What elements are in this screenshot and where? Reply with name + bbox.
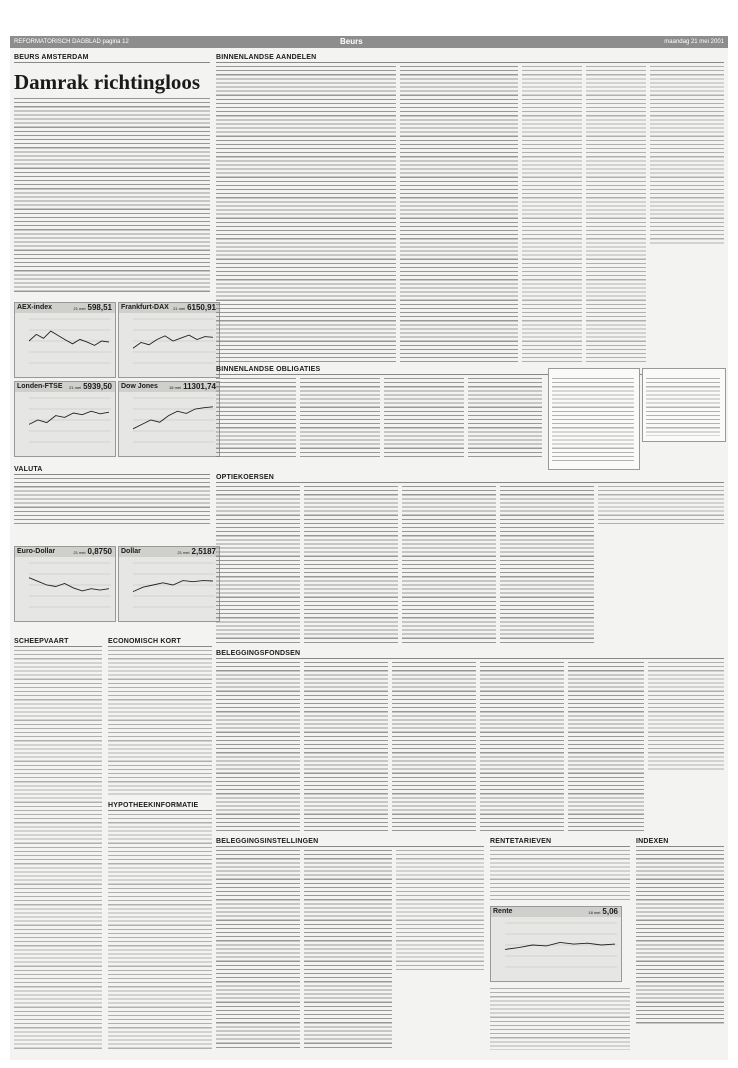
chart-plot	[119, 394, 219, 446]
section-economisch-kort: ECONOMISCH KORT	[108, 638, 212, 647]
chart-header	[119, 303, 219, 313]
chart-header	[15, 382, 115, 392]
chart-plot	[491, 919, 621, 971]
valuta-text-block	[14, 478, 210, 526]
chart-value: 21 mei 598,51	[73, 303, 112, 312]
chart-title: Dollar	[121, 548, 141, 555]
chart-aex	[14, 302, 116, 378]
aandelen-table-2	[400, 66, 518, 362]
headline: Damrak richtingloos	[14, 70, 201, 94]
section-valuta: VALUTA	[14, 466, 210, 475]
obligaties-sidebox-table	[552, 378, 634, 464]
chart-date-label: 21 mei	[73, 550, 86, 555]
fondsen-table-2	[304, 662, 388, 834]
chart-date-label: 18 mei	[588, 910, 601, 915]
optie-table-4	[500, 486, 594, 646]
section-rentetarieven: RENTETARIEVEN	[490, 838, 630, 847]
indexen-table	[636, 850, 724, 1026]
chart-date-label: 21 mei	[73, 306, 86, 311]
page-header-date: maandag 21 mei 2001	[664, 39, 724, 45]
chart-title: Euro-Dollar	[17, 548, 56, 555]
chart-value: 21 mei 6150,91	[173, 303, 216, 312]
chart-date-label: 21 mei	[69, 385, 82, 390]
optie-table-1	[216, 486, 300, 646]
rentetarieven-table	[490, 850, 630, 900]
section-optiekoersen: OPTIEKOERSEN	[216, 474, 724, 483]
fondsen-table-1	[216, 662, 300, 834]
section-beleggingsfondsen: BELEGGINGSFONDSEN	[216, 650, 724, 659]
instellingen-table-3	[396, 850, 484, 970]
chart-value: 18 mei 5,06	[588, 907, 618, 916]
page-header-section: Beurs	[340, 37, 363, 46]
chart-date-label: 21 mei	[173, 306, 186, 311]
chart-euro-dollar	[14, 546, 116, 622]
chart-date-label: 18 mei	[169, 385, 182, 390]
fondsen-table-5	[568, 662, 644, 834]
rendement-obligaties-table	[490, 988, 630, 1050]
scheepvaart-text-block	[14, 650, 102, 1052]
section-binnenlandse-obligaties: BINNENLANDSE OBLIGATIES	[216, 366, 724, 375]
optie-table-5	[598, 486, 724, 526]
chart-series-line	[29, 578, 109, 591]
chart-value: 21 mei 0,8750	[73, 547, 112, 556]
chart-series-line	[505, 942, 615, 949]
section-beurs-amsterdam: BEURS AMSTERDAM	[14, 54, 210, 63]
chart-series-line	[29, 331, 109, 345]
section-indexen: INDEXEN	[636, 838, 724, 847]
chart-title: AEX-index	[17, 304, 53, 311]
section-beleggingsinstellingen: BELEGGINGSINSTELLINGEN	[216, 838, 484, 847]
article-text-block	[14, 98, 210, 294]
fondsen-table-3	[392, 662, 476, 834]
obligaties-table-1	[216, 378, 296, 458]
optie-table-2	[304, 486, 398, 646]
section-scheepvaart: SCHEEPVAART	[14, 638, 102, 647]
chart-plot	[15, 394, 115, 446]
chart-plot	[119, 315, 219, 367]
chart-series-line	[133, 581, 213, 592]
page-header	[10, 36, 728, 48]
chart-header	[15, 303, 115, 313]
chart-title: Frankfurt-DAX	[121, 304, 169, 311]
afkortingen-list	[646, 378, 720, 436]
chart-dollar	[118, 546, 220, 622]
chart-rente	[490, 906, 622, 982]
economisch-kort-text-block	[108, 650, 212, 796]
aandelen-table-4	[586, 66, 646, 362]
chart-value: 21 mei 5939,50	[69, 382, 112, 391]
chart-plot	[15, 315, 115, 367]
obligaties-table-2	[300, 378, 380, 458]
chart-plot	[119, 559, 219, 611]
aandelen-table-3	[522, 66, 582, 362]
chart-header	[119, 547, 219, 557]
chart-header	[491, 907, 621, 917]
chart-header	[119, 382, 219, 392]
newspaper-page	[10, 36, 728, 1060]
chart-series-line	[29, 411, 109, 424]
chart-title: Rente	[493, 908, 513, 915]
chart-title: Londen-FTSE	[17, 383, 63, 390]
chart-header	[15, 547, 115, 557]
optie-table-3	[402, 486, 496, 646]
section-hypotheekinformatie: HYPOTHEEKINFORMATIE	[108, 802, 212, 811]
obligaties-table-3	[384, 378, 464, 458]
chart-value: 18 mei 11301,74	[169, 382, 216, 391]
obligaties-table-4	[468, 378, 542, 458]
chart-title: Dow Jones	[121, 383, 158, 390]
chart-series-line	[133, 407, 213, 429]
instellingen-table-2	[304, 850, 392, 1050]
chart-plot	[15, 559, 115, 611]
instellingen-table-1	[216, 850, 300, 1050]
chart-date-label: 21 mei	[177, 550, 190, 555]
page-header-left: REFORMATORISCH DAGBLAD pagina 12	[14, 39, 129, 45]
chart-value: 21 mei 2,5187	[177, 547, 216, 556]
section-binnenlandse-aandelen: BINNENLANDSE AANDELEN	[216, 54, 724, 63]
chart-dax	[118, 302, 220, 378]
chart-dowjones	[118, 381, 220, 457]
chart-ftse	[14, 381, 116, 457]
aandelen-table-5	[650, 66, 724, 246]
fondsen-table-6	[648, 662, 724, 772]
chart-series-line	[133, 335, 213, 348]
hypotheek-table	[108, 814, 212, 1052]
aandelen-table-1	[216, 66, 396, 362]
fondsen-table-4	[480, 662, 564, 834]
